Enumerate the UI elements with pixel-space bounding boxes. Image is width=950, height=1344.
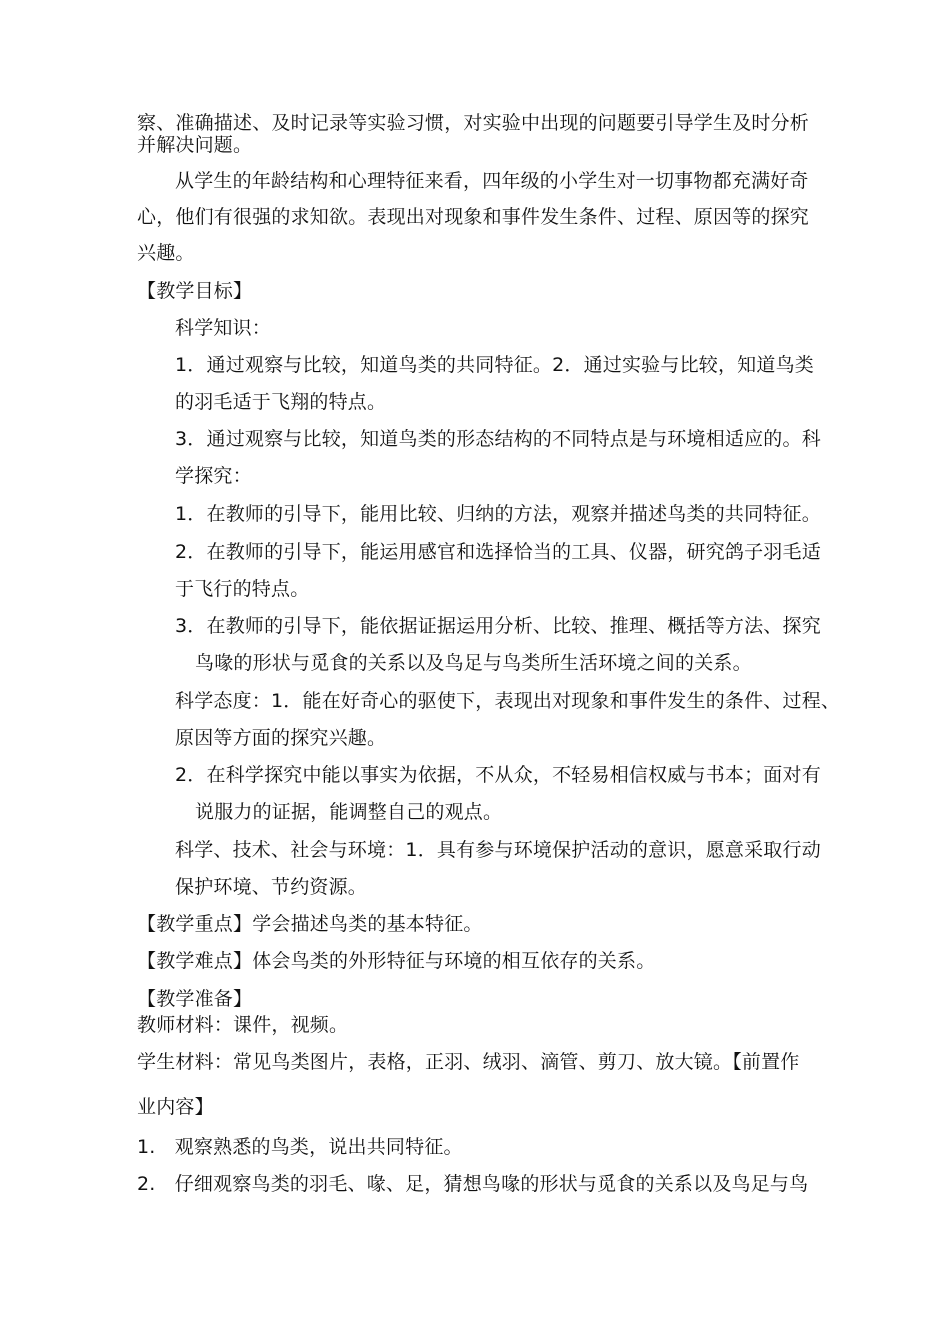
paragraph-line: 察、准确描述、及时记录等实验习惯，对实验中出现的问题要引导学生及时分析 <box>137 112 810 134</box>
section-heading: 【教学难点】体会鸟类的外形特征与环境的相互依存的关系。 <box>137 950 656 972</box>
list-item-line: 学探究： <box>175 465 252 487</box>
paragraph-line: 兴趣。 <box>137 242 195 264</box>
subheading: 科学知识： <box>175 317 272 339</box>
section-heading: 【教学重点】学会描述鸟类的基本特征。 <box>137 913 483 935</box>
list-item-line: 3．在教师的引导下，能依据证据运用分析、比较、推理、概括等方法、探究 <box>175 615 821 637</box>
paragraph-line: 学生材料：常见鸟类图片，表格，正羽、绒羽、滴管、剪刀、放大镜。【前置作 <box>137 1051 800 1073</box>
paragraph-line: 从学生的年龄结构和心理特征来看，四年级的小学生对一切事物都充满好奇 <box>175 170 809 192</box>
paragraph-line: 并解决问题。 <box>137 134 253 156</box>
list-item-line: 说服力的证据，能调整自己的观点。 <box>195 801 503 823</box>
list-item-line: 1．通过观察与比较，知道鸟类的共同特征。2．通过实验与比较，知道鸟类 <box>175 354 814 376</box>
paragraph-line: 业内容】 <box>137 1096 214 1118</box>
list-item-line: 的羽毛适于飞翔的特点。 <box>175 391 387 413</box>
section-heading: 【教学准备】 <box>137 988 253 1010</box>
list-item-line: 鸟喙的形状与觅食的关系以及鸟足与鸟类所生活环境之间的关系。 <box>195 652 752 674</box>
list-item-line: 保护环境、节约资源。 <box>175 876 368 898</box>
list-item-line: 2．在教师的引导下，能运用感官和选择恰当的工具、仪器，研究鸽子羽毛适 <box>175 541 821 563</box>
list-item-line: 原因等方面的探究兴趣。 <box>175 727 387 749</box>
list-item-line: 科学、技术、社会与环境：1．具有参与环境保护活动的意识，愿意采取行动 <box>175 839 821 861</box>
section-heading: 【教学目标】 <box>137 280 253 302</box>
paragraph-line: 教师材料：课件，视频。 <box>137 1014 349 1036</box>
list-item-line: 2．在科学探究中能以事实为依据，不从众，不轻易相信权威与书本；面对有 <box>175 764 821 786</box>
list-item-line: 1．在教师的引导下，能用比较、归纳的方法，观察并描述鸟类的共同特征。 <box>175 503 821 525</box>
list-item-line: 于飞行的特点。 <box>175 578 310 600</box>
paragraph-line: 心，他们有很强的求知欲。表现出对现象和事件发生条件、过程、原因等的探究 <box>137 206 810 228</box>
list-item-line: 科学态度：1．能在好奇心的驱使下，表现出对现象和事件发生的条件、过程、 <box>175 690 841 712</box>
list-item-line: 1. 观察熟悉的鸟类，说出共同特征。 <box>137 1136 463 1158</box>
list-item-line: 2. 仔细观察鸟类的羽毛、喙、足，猜想鸟喙的形状与觅食的关系以及鸟足与鸟 <box>137 1173 809 1195</box>
list-item-line: 3．通过观察与比较，知道鸟类的形态结构的不同特点是与环境相适应的。科 <box>175 428 821 450</box>
